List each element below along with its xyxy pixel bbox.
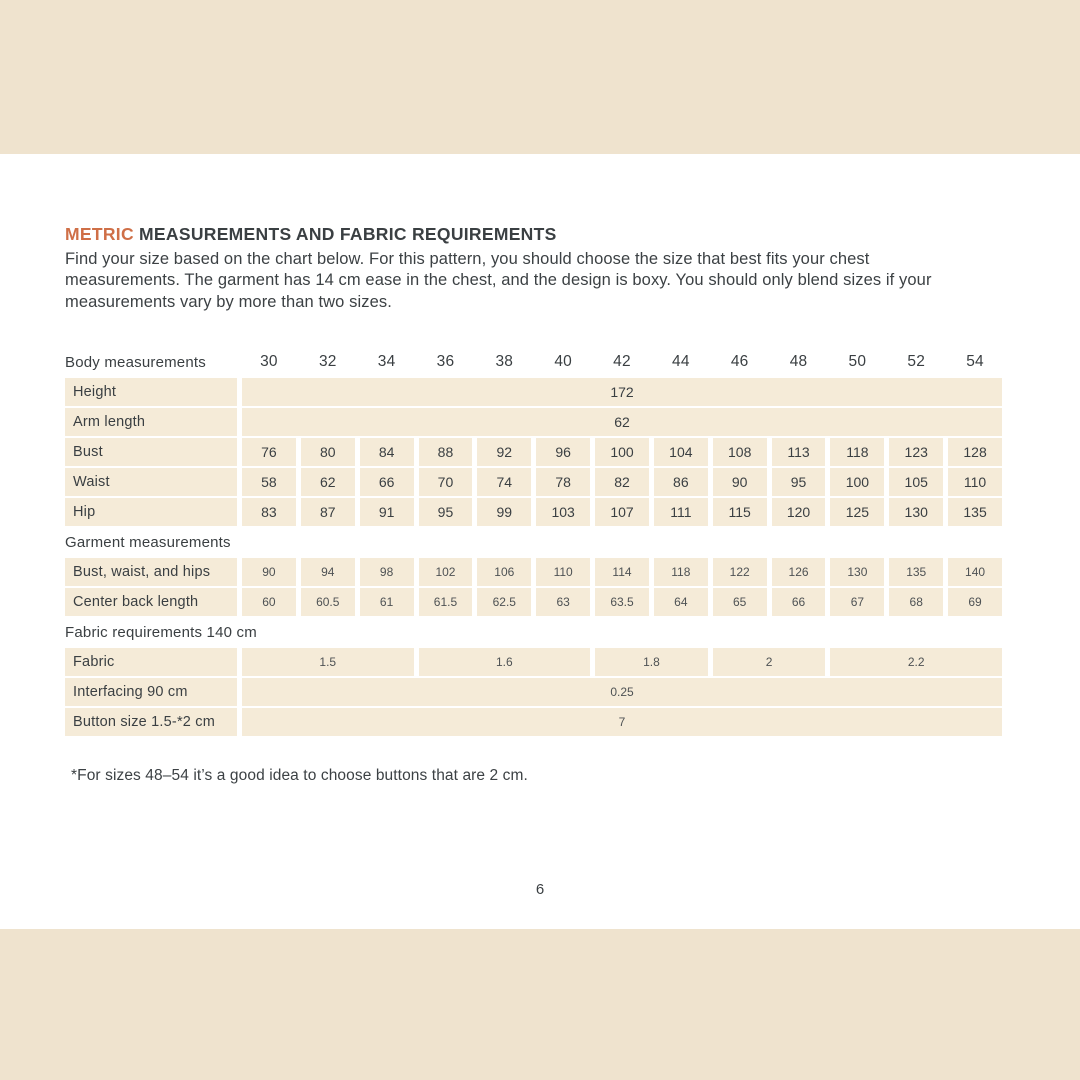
row-label: Waist bbox=[65, 468, 237, 496]
value-cell: 96 bbox=[536, 438, 590, 466]
value-cell: 125 bbox=[830, 498, 884, 526]
value-cell: 95 bbox=[772, 468, 826, 496]
table-row bbox=[65, 558, 1002, 586]
value-cell: 90 bbox=[242, 558, 296, 586]
row-label: Bust bbox=[65, 438, 237, 466]
size-column-header: 52 bbox=[907, 353, 926, 370]
value-cell: 70 bbox=[419, 468, 473, 496]
size-table bbox=[65, 348, 1002, 738]
value-cell: 118 bbox=[830, 438, 884, 466]
value-cell: 108 bbox=[713, 438, 767, 466]
value-cell: 64 bbox=[654, 588, 708, 616]
value-cell: 76 bbox=[242, 438, 296, 466]
value-cell: 118 bbox=[654, 558, 708, 586]
row-label: Interfacing 90 cm bbox=[65, 678, 237, 706]
value-cell: 84 bbox=[360, 438, 414, 466]
value-cell: 87 bbox=[301, 498, 355, 526]
value-cell: 61 bbox=[360, 588, 414, 616]
table-row bbox=[65, 678, 1002, 706]
row-label: Hip bbox=[65, 498, 237, 526]
value-cell: 135 bbox=[889, 558, 943, 586]
table-row bbox=[65, 588, 1002, 616]
value-cell: 126 bbox=[772, 558, 826, 586]
value-cell: 106 bbox=[477, 558, 531, 586]
value-cell: 104 bbox=[654, 438, 708, 466]
row-label: Button size 1.5-*2 cm bbox=[65, 708, 237, 736]
value-cell: 62 bbox=[242, 408, 1002, 436]
value-cell: 60.5 bbox=[301, 588, 355, 616]
value-cell: 98 bbox=[360, 558, 414, 586]
row-label: Bust, waist, and hips bbox=[65, 558, 237, 586]
table-row bbox=[65, 648, 1002, 676]
value-cell: 90 bbox=[713, 468, 767, 496]
value-cell: 103 bbox=[536, 498, 590, 526]
value-cell: 110 bbox=[948, 468, 1002, 496]
value-cell: 120 bbox=[772, 498, 826, 526]
value-cell: 7 bbox=[242, 708, 1002, 736]
value-cell: 78 bbox=[536, 468, 590, 496]
value-cell: 62.5 bbox=[477, 588, 531, 616]
value-cell: 99 bbox=[477, 498, 531, 526]
value-cell: 111 bbox=[654, 498, 708, 526]
value-cell: 110 bbox=[536, 558, 590, 586]
value-cell: 105 bbox=[889, 468, 943, 496]
row-label: Center back length bbox=[65, 588, 237, 616]
value-cell: 100 bbox=[595, 438, 649, 466]
table-row bbox=[65, 378, 1002, 406]
table-row bbox=[65, 468, 1002, 496]
intro-paragraph: Find your size based on the chart below. For this pattern, you should choose the size that best fits your chest measurements. The garment has 14 cm ease in the chest, and the design is boxy. You should only blend sizes if your measurements vary by more than two sizes. bbox=[65, 250, 932, 311]
row-label: Height bbox=[65, 378, 237, 406]
value-cell: 128 bbox=[948, 438, 1002, 466]
page-title bbox=[65, 224, 557, 245]
size-column-header: 34 bbox=[377, 353, 396, 370]
value-cell: 2 bbox=[713, 648, 826, 676]
value-cell: 88 bbox=[419, 438, 473, 466]
size-column-header: 50 bbox=[848, 353, 867, 370]
size-column-header: 36 bbox=[436, 353, 455, 370]
value-cell: 100 bbox=[830, 468, 884, 496]
value-cell: 82 bbox=[595, 468, 649, 496]
page-number: 6 bbox=[535, 881, 545, 898]
value-cell: 66 bbox=[772, 588, 826, 616]
table-row bbox=[65, 438, 1002, 466]
value-cell: 63.5 bbox=[595, 588, 649, 616]
value-cell: 113 bbox=[772, 438, 826, 466]
value-cell: 92 bbox=[477, 438, 531, 466]
value-cell: 107 bbox=[595, 498, 649, 526]
value-cell: 80 bbox=[301, 438, 355, 466]
value-cell: 58 bbox=[242, 468, 296, 496]
size-column-header: 54 bbox=[966, 353, 984, 370]
size-column-header: 32 bbox=[318, 353, 337, 370]
value-cell: 63 bbox=[536, 588, 590, 616]
value-cell: 123 bbox=[889, 438, 943, 466]
value-cell: 2.2 bbox=[830, 648, 1002, 676]
table-row bbox=[65, 408, 1002, 436]
value-cell: 122 bbox=[713, 558, 767, 586]
value-cell: 135 bbox=[948, 498, 1002, 526]
table-header-row bbox=[65, 348, 1002, 376]
page-title-rest: MEASUREMENTS AND FABRIC REQUIREMENTS bbox=[133, 224, 557, 244]
value-cell: 91 bbox=[360, 498, 414, 526]
table-row bbox=[65, 528, 1002, 556]
value-cell: 0.25 bbox=[242, 678, 1002, 706]
page-title-accent: METRIC bbox=[65, 224, 134, 244]
section-label: Fabric requirements 140 cm bbox=[65, 623, 257, 641]
value-cell: 140 bbox=[948, 558, 1002, 586]
value-cell: 86 bbox=[654, 468, 708, 496]
value-cell: 102 bbox=[419, 558, 473, 586]
size-column-header: 40 bbox=[554, 353, 572, 370]
row-label: Arm length bbox=[65, 408, 237, 436]
table-row bbox=[65, 708, 1002, 736]
value-cell: 62 bbox=[301, 468, 355, 496]
table-row bbox=[65, 618, 1002, 646]
value-cell: 114 bbox=[595, 558, 649, 586]
value-cell: 1.6 bbox=[419, 648, 591, 676]
value-cell: 60 bbox=[242, 588, 296, 616]
value-cell: 74 bbox=[477, 468, 531, 496]
bottom-color-band bbox=[0, 929, 1080, 1080]
value-cell: 130 bbox=[830, 558, 884, 586]
value-cell: 69 bbox=[948, 588, 1002, 616]
row-label: Fabric bbox=[65, 648, 237, 676]
top-color-band bbox=[0, 0, 1080, 154]
size-column-header: 42 bbox=[613, 353, 631, 370]
value-cell: 172 bbox=[242, 378, 1002, 406]
value-cell: 95 bbox=[419, 498, 473, 526]
size-column-header: 30 bbox=[260, 353, 278, 370]
value-cell: 67 bbox=[830, 588, 884, 616]
value-cell: 115 bbox=[713, 498, 767, 526]
value-cell: 65 bbox=[713, 588, 767, 616]
value-cell: 94 bbox=[301, 558, 355, 586]
size-column-header: 46 bbox=[730, 353, 749, 370]
size-column-header: 48 bbox=[789, 353, 808, 370]
value-cell: 83 bbox=[242, 498, 296, 526]
value-cell: 1.5 bbox=[242, 648, 414, 676]
value-cell: 1.8 bbox=[595, 648, 708, 676]
size-column-header: 38 bbox=[495, 353, 514, 370]
value-cell: 68 bbox=[889, 588, 943, 616]
value-cell: 61.5 bbox=[419, 588, 473, 616]
table-row bbox=[65, 498, 1002, 526]
section-label: Garment measurements bbox=[65, 533, 231, 551]
footnote: *For sizes 48–54 it’s a good idea to choose buttons that are 2 cm. bbox=[71, 767, 528, 784]
size-column-header: 44 bbox=[672, 353, 690, 370]
table-header-label: Body measurements bbox=[65, 353, 206, 371]
value-cell: 66 bbox=[360, 468, 414, 496]
value-cell: 130 bbox=[889, 498, 943, 526]
